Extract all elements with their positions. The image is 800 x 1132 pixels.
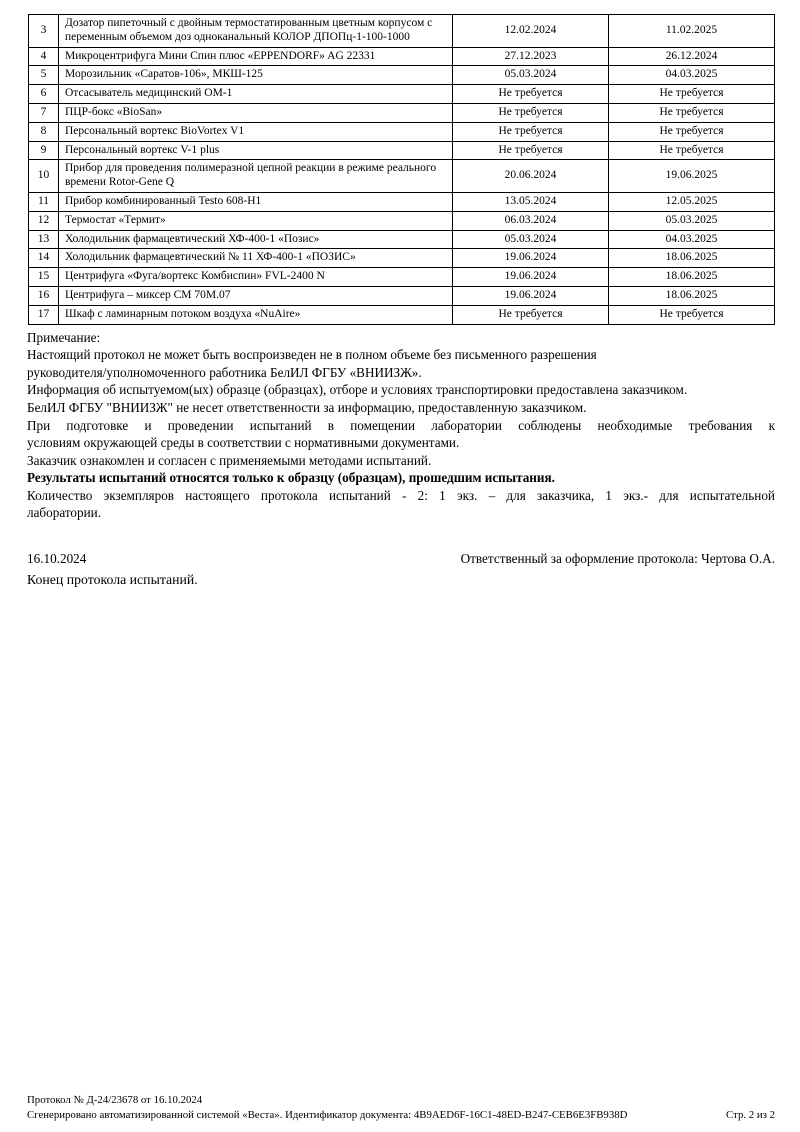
row-number: 15 bbox=[29, 268, 59, 287]
equipment-name: Микроцентрифуга Мини Спин плюс «EPPENDORF» AG 22331 bbox=[59, 47, 453, 66]
valid-until-date: 11.02.2025 bbox=[609, 15, 775, 48]
verification-date: Не требуется bbox=[453, 103, 609, 122]
row-number: 3 bbox=[29, 15, 59, 48]
equipment-name: ПЦР-бокс «BioSan» bbox=[59, 103, 453, 122]
verification-date: Не требуется bbox=[453, 122, 609, 141]
row-number: 11 bbox=[29, 192, 59, 211]
valid-until-date: 04.03.2025 bbox=[609, 230, 775, 249]
equipment-name: Морозильник «Саратов-106», МКШ-125 bbox=[59, 66, 453, 85]
row-number: 6 bbox=[29, 85, 59, 104]
signature-row bbox=[27, 550, 775, 568]
table-row bbox=[29, 192, 775, 211]
note-line: условиям окружающей среды в соответствии с нормативными документами. bbox=[27, 435, 460, 451]
valid-until-date: 19.06.2025 bbox=[609, 160, 775, 193]
valid-until-date: 12.05.2025 bbox=[609, 192, 775, 211]
equipment-table bbox=[28, 14, 775, 325]
valid-until-date: 04.03.2025 bbox=[609, 66, 775, 85]
valid-until-date: 18.06.2025 bbox=[609, 268, 775, 287]
table-row bbox=[29, 249, 775, 268]
table-row bbox=[29, 230, 775, 249]
valid-until-date: 05.03.2025 bbox=[609, 211, 775, 230]
table-row bbox=[29, 160, 775, 193]
valid-until-date: 18.06.2025 bbox=[609, 249, 775, 268]
table-row bbox=[29, 66, 775, 85]
equipment-name: Холодильник фармацевтический ХФ-400-1 «Позис» bbox=[59, 230, 453, 249]
table-row bbox=[29, 47, 775, 66]
note-line: лаборатории. bbox=[27, 505, 102, 521]
note-line: Информация об испытуемом(ых) образце (образцах), отборе и условиях транспортировки предоставлена заказчиком. bbox=[27, 382, 688, 398]
row-number: 4 bbox=[29, 47, 59, 66]
notes-section bbox=[27, 329, 775, 523]
row-number: 13 bbox=[29, 230, 59, 249]
table-row bbox=[29, 305, 775, 324]
equipment-name: Персональный вортекс V-1 plus bbox=[59, 141, 453, 160]
note-line: Настоящий протокол не может быть воспроизведен не в полном объеме без письменного разрешения bbox=[27, 347, 597, 363]
table-row bbox=[29, 122, 775, 141]
row-number: 7 bbox=[29, 103, 59, 122]
verification-date: 12.02.2024 bbox=[453, 15, 609, 48]
table-row bbox=[29, 211, 775, 230]
footer-page-number: Стр. 2 из 2 bbox=[726, 1109, 775, 1121]
note-line: руководителя/уполномоченного работника БелИЛ ФГБУ «ВНИИЗЖ». bbox=[27, 364, 422, 380]
row-number: 12 bbox=[29, 211, 59, 230]
note-line: Количество экземпляров настоящего протокола испытаний - 2: 1 экз. – для заказчика, 1 экз.- для испытательной bbox=[27, 487, 775, 503]
footer-protocol-number: Протокол № Д-24/23678 от 16.10.2024 bbox=[27, 1094, 203, 1106]
row-number: 8 bbox=[29, 122, 59, 141]
row-number: 10 bbox=[29, 160, 59, 193]
note-line: Заказчик ознакомлен и согласен с применяемыми методами испытаний. bbox=[27, 452, 432, 468]
equipment-name: Термостат «Термит» bbox=[59, 211, 453, 230]
valid-until-date: 26.12.2024 bbox=[609, 47, 775, 66]
protocol-date: 16.10.2024 bbox=[27, 551, 87, 567]
note-line: БелИЛ ФГБУ "ВНИИЗЖ" не несет ответственности за информацию, предоставленную заказчиком. bbox=[27, 399, 587, 415]
verification-date: Не требуется bbox=[453, 85, 609, 104]
equipment-name: Шкаф с ламинарным потоком воздуха «NuAire» bbox=[59, 305, 453, 324]
table-row bbox=[29, 141, 775, 160]
valid-until-date: Не требуется bbox=[609, 85, 775, 104]
row-number: 16 bbox=[29, 286, 59, 305]
valid-until-date: Не требуется bbox=[609, 141, 775, 160]
verification-date: 05.03.2024 bbox=[453, 230, 609, 249]
verification-date: 19.06.2024 bbox=[453, 249, 609, 268]
valid-until-date: Не требуется bbox=[609, 122, 775, 141]
verification-date: 20.06.2024 bbox=[453, 160, 609, 193]
row-number: 14 bbox=[29, 249, 59, 268]
equipment-name: Центрифуга «Фуга/вортекс Комбиспин» FVL-2400 N bbox=[59, 268, 453, 287]
table-row bbox=[29, 103, 775, 122]
verification-date: 06.03.2024 bbox=[453, 211, 609, 230]
table-row bbox=[29, 286, 775, 305]
equipment-name: Дозатор пипеточный с двойным термостатированным цветным корпусом с переменным объемом доз одноканальный КОЛОР ДПОПц-1-100-1000 bbox=[59, 15, 453, 48]
page-footer bbox=[27, 1094, 775, 1122]
valid-until-date: 18.06.2025 bbox=[609, 286, 775, 305]
valid-until-date: Не требуется bbox=[609, 305, 775, 324]
verification-date: 19.06.2024 bbox=[453, 268, 609, 287]
note-line: Результаты испытаний относятся только к образцу (образцам), прошедшим испытания. bbox=[27, 470, 555, 486]
verification-date: 27.12.2023 bbox=[453, 47, 609, 66]
note-line: Примечание: bbox=[27, 329, 101, 345]
end-of-protocol-line: Конец протокола испытаний. bbox=[27, 571, 198, 587]
equipment-name: Центрифуга – миксер СМ 70М.07 bbox=[59, 286, 453, 305]
table-row bbox=[29, 268, 775, 287]
table-row bbox=[29, 15, 775, 48]
table-row bbox=[29, 85, 775, 104]
equipment-name: Прибор для проведения полимеразной цепной реакции в режиме реального времени Rotor-Gene Q bbox=[59, 160, 453, 193]
responsible-person: Ответственный за оформление протокола: Чертова О.А. bbox=[460, 551, 775, 567]
note-line: При подготовке и проведении испытаний в помещении лаборатории соблюдены необходимые требования к bbox=[27, 417, 775, 433]
footer-generated-info: Сгенерировано автоматизированной системой «Веста». Идентификатор документа: 4B9AED6F-16C1-48ED-B247-CEB6E3FB938D bbox=[27, 1109, 628, 1121]
row-number: 9 bbox=[29, 141, 59, 160]
verification-date: 13.05.2024 bbox=[453, 192, 609, 211]
equipment-name: Прибор комбинированный Testo 608-H1 bbox=[59, 192, 453, 211]
equipment-name: Отсасыватель медицинский ОМ-1 bbox=[59, 85, 453, 104]
valid-until-date: Не требуется bbox=[609, 103, 775, 122]
row-number: 5 bbox=[29, 66, 59, 85]
verification-date: 05.03.2024 bbox=[453, 66, 609, 85]
equipment-name: Холодильник фармацевтический № 11 ХФ-400-1 «ПОЗИС» bbox=[59, 249, 453, 268]
verification-date: Не требуется bbox=[453, 305, 609, 324]
verification-date: Не требуется bbox=[453, 141, 609, 160]
row-number: 17 bbox=[29, 305, 59, 324]
equipment-name: Персональный вортекс BioVortex V1 bbox=[59, 122, 453, 141]
verification-date: 19.06.2024 bbox=[453, 286, 609, 305]
